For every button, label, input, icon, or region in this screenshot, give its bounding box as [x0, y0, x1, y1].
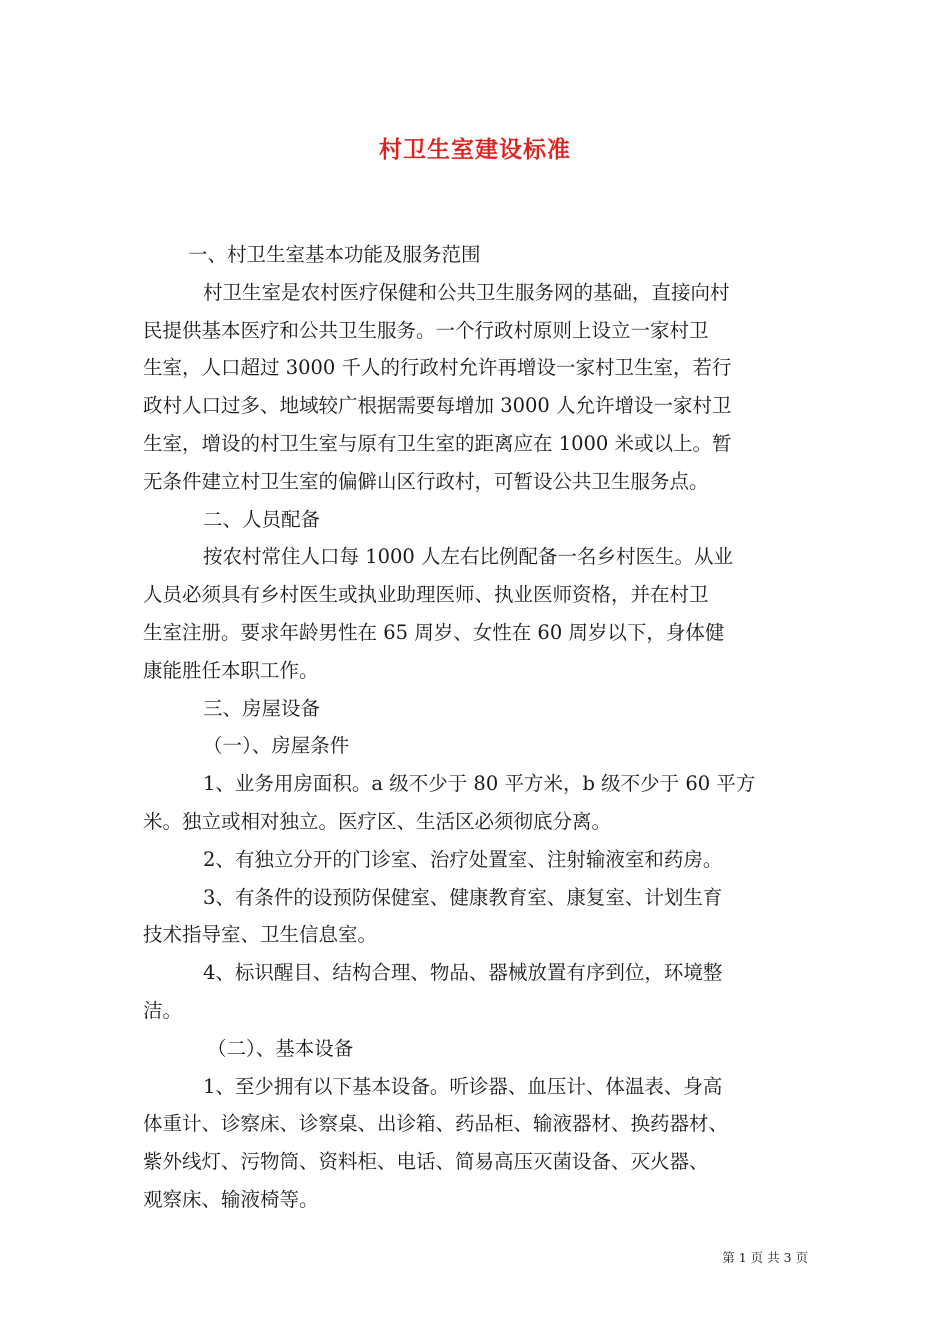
paragraph-line: 按农村常住人口每 1000 人左右比例配备一名乡村医生。从业 [203, 545, 734, 569]
document-body [143, 236, 823, 1219]
subsection-heading-1: （一）、房屋条件 [203, 734, 350, 758]
paragraph-line: 技术指导室、卫生信息室。 [143, 923, 378, 947]
paragraph-line: 政村人口过多、地域较广根据需要每增加 3000 人允许增设一家村卫 [143, 394, 732, 418]
paragraph-line: 生室，人口超过 3000 千人的行政村允许再增设一家村卫生室，若行 [143, 356, 732, 380]
paragraph-line: 紫外线灯、污物筒、资料柜、电话、简易高压灭菌设备、灭火器、 [143, 1150, 709, 1174]
section-heading-3: 三、房屋设备 [203, 696, 321, 720]
paragraph-line: 民提供基本医疗和公共卫生服务。一个行政村原则上设立一家村卫 [143, 318, 709, 342]
paragraph-line: 生室注册。要求年龄男性在 65 周岁、女性在 60 周岁以下，身体健 [143, 620, 725, 644]
document-title: 村卫生室建设标准 [379, 136, 571, 163]
paragraph-line: 1、业务用房面积。a 级不少于 80 平方米，b 级不少于 60 平方 [203, 772, 756, 796]
section-heading-2: 二、人员配备 [203, 507, 321, 531]
paragraph-line: 村卫生室是农村医疗保健和公共卫生服务网的基础，直接向村 [203, 280, 730, 304]
subsection-heading-2: （二）、基本设备 [207, 1036, 354, 1060]
paragraph-line: 洁。 [143, 998, 183, 1022]
paragraph-line: 米。独立或相对独立。医疗区、生活区必须彻底分离。 [143, 809, 612, 833]
paragraph-line: 3、有条件的设预防保健室、健康教育室、康复室、计划生育 [203, 885, 723, 909]
paragraph-line: 康能胜任本职工作。 [143, 658, 319, 682]
page-number-footer: 第 1 页 共 3 页 [722, 1250, 808, 1265]
paragraph-line: 4、标识醒目、结构合理、物品、器械放置有序到位，环境整 [203, 961, 723, 985]
paragraph-line: 1、至少拥有以下基本设备。听诊器、血压计、体温表、身高 [203, 1074, 723, 1098]
paragraph-line: 观察床、输液椅等。 [143, 1187, 319, 1211]
paragraph-line: 人员必须具有乡村医生或执业助理医师、执业医师资格，并在村卫 [143, 583, 709, 607]
paragraph-line: 生室，增设的村卫生室与原有卫生室的距离应在 1000 米或以上。暂 [143, 431, 732, 455]
paragraph-line: 2、有独立分开的门诊室、治疗处置室、注射输液室和药房。 [203, 847, 723, 871]
section-heading-1: 一、村卫生室基本功能及服务范围 [188, 243, 481, 266]
paragraph-line: 体重计、诊察床、诊察桌、出诊箱、药品柜、输液器材、换药器材、 [143, 1112, 729, 1136]
paragraph-line: 无条件建立村卫生室的偏僻山区行政村，可暂设公共卫生服务点。 [143, 469, 709, 493]
